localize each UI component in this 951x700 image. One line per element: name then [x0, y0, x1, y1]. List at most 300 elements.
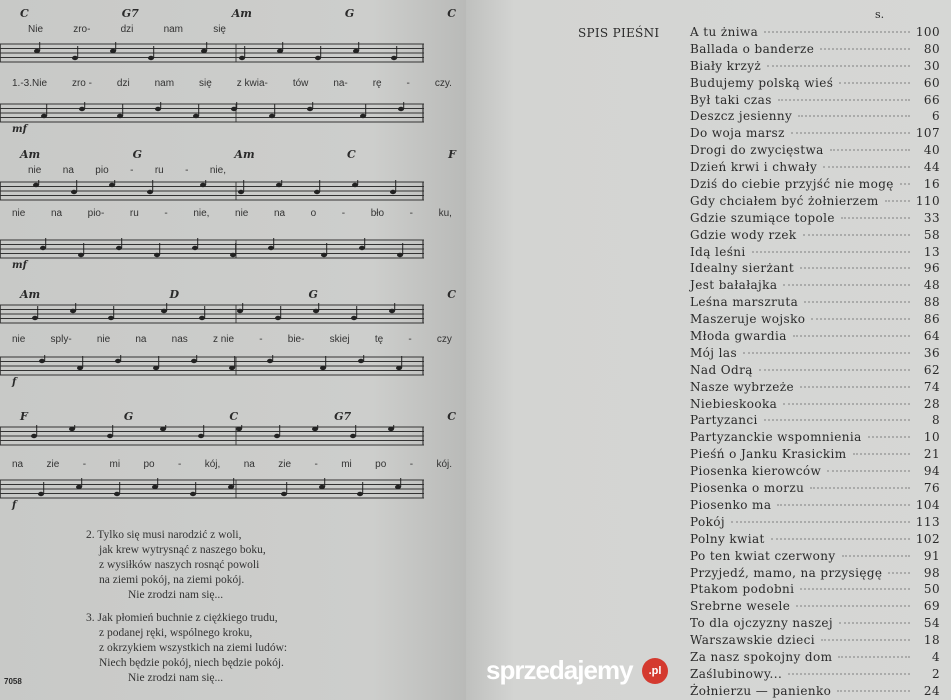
note-head — [391, 56, 397, 60]
song-title: Partyzanci — [690, 413, 758, 428]
index-entry — [690, 397, 940, 413]
chord-symbol: Am — [231, 7, 252, 20]
index-entry — [690, 380, 940, 396]
lyric-syllable: na — [243, 459, 255, 470]
index-entry — [690, 498, 940, 514]
dot-leader — [853, 453, 910, 455]
dot-leader — [827, 470, 910, 472]
lyric-syllable: z nie — [212, 334, 235, 345]
lyric-line — [12, 208, 452, 220]
note-head — [198, 434, 204, 438]
lyric-syllable: się — [213, 24, 226, 35]
index-entry — [690, 278, 940, 294]
verse-line: 3. Jak płomień buchnie z ciężkiego trudu, — [86, 612, 278, 624]
dot-leader — [888, 572, 910, 574]
lyric-syllable: nie — [96, 334, 111, 345]
note-head — [69, 427, 75, 431]
lyric-syllable: - — [341, 208, 346, 219]
note-head — [314, 190, 320, 194]
note-head — [34, 49, 40, 53]
lyric-syllable: - — [408, 334, 412, 345]
page-number: 18 — [923, 633, 940, 648]
lyric-syllable: ru — [129, 208, 139, 219]
song-title: Warszawskie dzieci — [690, 633, 815, 648]
note-head — [191, 359, 197, 363]
page-number: 8 — [931, 413, 940, 428]
verse-line: z okrzykiem wszystkich na ziemi ludów: — [99, 642, 288, 654]
index-entry — [690, 515, 940, 531]
chord-symbol: C — [447, 288, 456, 301]
lyric-syllable: ku, — [438, 208, 452, 219]
note-head — [395, 485, 401, 489]
note-head — [199, 316, 205, 320]
dot-leader — [771, 538, 910, 540]
index-entry — [690, 650, 940, 666]
index-entry — [690, 481, 940, 497]
page-number: 64 — [923, 329, 940, 344]
note-head — [160, 427, 166, 431]
song-title: Leśna marszruta — [690, 295, 799, 310]
lyric-syllable: bło — [370, 208, 385, 219]
lyric-syllable: - — [259, 334, 263, 345]
song-title: Ballada o banderze — [690, 41, 815, 56]
note-head — [267, 359, 273, 363]
lyric-syllable: czy — [436, 334, 452, 345]
page-number: 4 — [931, 649, 940, 664]
lyric-syllable: skiej — [329, 334, 350, 345]
refrain-line: Nie zrodzi nam się... — [128, 672, 224, 684]
note-head — [148, 56, 154, 60]
note-head — [397, 253, 403, 257]
note-head — [33, 183, 39, 187]
chord-symbol: C — [229, 410, 239, 423]
dot-leader — [731, 521, 910, 523]
index-entry — [690, 194, 940, 210]
dot-leader — [821, 639, 910, 641]
upper-lyric-line — [28, 24, 226, 36]
lyric-syllable: nam — [154, 78, 175, 89]
note-head — [192, 246, 198, 250]
song-title: A tu żniwa — [690, 25, 759, 39]
chord-symbol: G — [123, 410, 134, 423]
note-head — [230, 253, 236, 257]
dot-leader — [838, 656, 910, 658]
index-entry — [690, 228, 940, 244]
note-head — [239, 56, 245, 60]
note-head — [352, 183, 358, 187]
note-head — [360, 114, 366, 118]
note-head — [190, 492, 196, 496]
page-number: 66 — [923, 92, 940, 107]
dot-leader — [803, 234, 910, 236]
index-entry — [690, 126, 940, 142]
chord-symbol: D — [169, 288, 180, 301]
page-number: 88 — [923, 295, 940, 310]
dot-leader — [791, 132, 910, 134]
index-entry — [690, 59, 940, 75]
song-title: Deszcz jesienny — [690, 109, 793, 124]
chord-symbol: C — [447, 7, 456, 20]
note-head — [315, 56, 321, 60]
page-number: 40 — [923, 143, 940, 158]
note-head — [396, 366, 402, 370]
page-number: 2 — [931, 666, 940, 681]
page-number: 102 — [915, 531, 940, 546]
note-head — [281, 492, 287, 496]
lyric-syllable: - — [185, 165, 189, 176]
note-head — [238, 190, 244, 194]
lyric-syllable: - — [164, 208, 168, 219]
dot-leader — [793, 335, 910, 337]
lyric-line — [12, 334, 452, 346]
index-entry — [690, 464, 940, 480]
dot-leader — [788, 673, 910, 675]
lyric-line — [12, 78, 452, 90]
dot-leader — [800, 588, 910, 590]
index-entry — [690, 549, 940, 565]
song-title: Biały krzyż — [690, 58, 762, 73]
verse-gap — [86, 603, 287, 611]
note-head — [153, 366, 159, 370]
note-head — [313, 309, 319, 313]
lyric-syllable: - — [314, 459, 318, 470]
page-number: 86 — [923, 312, 940, 327]
note-head — [276, 183, 282, 187]
lyric-syllable: na — [62, 165, 74, 176]
song-title: Pokój — [690, 514, 726, 529]
dot-leader — [777, 504, 910, 506]
note-head — [275, 316, 281, 320]
note-head — [79, 107, 85, 111]
dynamic-marking: f — [12, 377, 17, 388]
lyric-syllable: zro - — [71, 78, 92, 89]
note-head — [31, 434, 37, 438]
note-head — [201, 49, 207, 53]
song-title: Piosenka o morzu — [690, 481, 805, 496]
chord-row — [20, 410, 456, 423]
note-head — [359, 246, 365, 250]
verse-line: z wysiłków naszych rosnąć powoli — [99, 559, 260, 571]
note-head — [117, 114, 123, 118]
note-head — [268, 246, 274, 250]
page-number: 54 — [923, 616, 940, 631]
note-head — [77, 366, 83, 370]
page-number: 21 — [923, 447, 940, 462]
note-head — [107, 434, 113, 438]
chord-symbol: C — [347, 148, 356, 161]
page-number: 110 — [915, 193, 940, 208]
staff — [0, 303, 424, 327]
staff — [0, 42, 424, 66]
song-title: Gdy chciałem być żołnierzem — [690, 193, 879, 208]
dynamic-marking: mf — [12, 124, 27, 135]
lyric-syllable: - — [130, 165, 134, 176]
index-entry — [690, 143, 940, 159]
dot-leader — [767, 65, 910, 67]
song-title: Srebrne wesele — [690, 599, 791, 614]
note-head — [114, 492, 120, 496]
watermark-logo: sprzedajemy — [486, 655, 633, 685]
song-title: Nad Odrą — [690, 362, 753, 377]
lyric-syllable: nas — [171, 334, 188, 345]
lyric-syllable: - — [406, 78, 410, 89]
lyric-syllable: - — [409, 208, 413, 219]
dot-leader — [841, 217, 910, 219]
page-number: 24 — [923, 683, 940, 698]
index-entry — [690, 566, 940, 582]
page-number: 44 — [923, 160, 940, 175]
index-entry — [690, 211, 940, 227]
note-head — [319, 485, 325, 489]
index-entry — [690, 93, 940, 109]
chord-symbol: G7 — [334, 410, 352, 423]
page-number: 30 — [923, 58, 940, 73]
note-head — [321, 253, 327, 257]
note-head — [231, 107, 237, 111]
song-title: Idą leśni — [690, 244, 746, 259]
page-number: 16 — [923, 177, 940, 192]
dynamic-marking: mf — [12, 260, 27, 271]
lyric-syllable: pio- — [87, 208, 105, 219]
lyric-syllable: zie — [46, 459, 60, 470]
lyric-syllable: kój, — [204, 459, 221, 470]
song-title: Piosenka kierowców — [690, 464, 822, 479]
chord-symbol: Am — [20, 148, 41, 161]
song-title: Przyjedź, mamo, na przysięgę — [690, 565, 883, 580]
page-number: 91 — [923, 548, 940, 563]
staff — [0, 180, 424, 204]
lyric-syllable: ru — [154, 165, 164, 176]
page-number: 6 — [931, 109, 940, 124]
refrain-line: Nie zrodzi nam się... — [128, 589, 224, 601]
song-title: Piosenko ma — [690, 497, 772, 512]
note-head — [108, 316, 114, 320]
chord-symbol: G7 — [121, 7, 139, 20]
song-title: Był taki czas — [690, 92, 772, 107]
song-title: Młoda gwardia — [690, 329, 787, 344]
lyric-syllable: na — [273, 208, 286, 219]
note-head — [76, 485, 82, 489]
dot-leader — [830, 149, 910, 151]
lyric-syllable: Nie — [28, 24, 44, 35]
lyric-syllable: dzi — [120, 24, 134, 35]
song-title: Partyzanckie wspomnienia — [690, 430, 862, 445]
dynamic-marking: f — [12, 500, 17, 511]
dot-leader — [783, 403, 910, 405]
chord-symbol: C — [20, 7, 29, 20]
index-title: SPIS PIEŚNI — [578, 26, 660, 40]
verse-line: 2. Tylko się musi narodzić z woli, — [86, 529, 242, 541]
lyric-syllable: zro- — [73, 24, 91, 35]
note-head — [154, 253, 160, 257]
page-number: 74 — [923, 379, 940, 394]
index-entry — [690, 684, 940, 700]
song-title: Pieśń o Janku Krasickim — [690, 447, 847, 462]
song-title: Za nasz spokojny dom — [690, 649, 833, 664]
index-entry — [690, 667, 940, 683]
index-entry — [690, 160, 940, 176]
note-head — [41, 114, 47, 118]
dot-leader — [811, 318, 910, 320]
lyric-syllable: rę — [372, 78, 382, 89]
lyric-syllable: sply- — [50, 334, 72, 345]
dot-leader — [800, 386, 910, 388]
song-title: Gdzie szumiące topole — [690, 210, 835, 225]
song-title: Zaślubinowy... — [690, 666, 783, 681]
staff — [0, 425, 424, 449]
note-head — [200, 183, 206, 187]
verse-line: jak krew wytrysnąć z naszego boku, — [99, 544, 266, 556]
note-head — [72, 56, 78, 60]
index-entry — [690, 42, 940, 58]
note-head — [39, 359, 45, 363]
note-head — [398, 107, 404, 111]
verses — [86, 528, 287, 686]
index-entry — [690, 261, 940, 277]
catalog-number: 7058 — [4, 677, 22, 686]
dot-leader — [798, 115, 910, 117]
staff — [0, 478, 424, 502]
song-title: Niebieskooka — [690, 396, 778, 411]
verse-line: z podanej ręki, wspólnego kroku, — [99, 627, 253, 639]
lyric-syllable: na — [50, 208, 63, 219]
verse-line: na ziemi pokój, na ziemi pokój. — [99, 574, 245, 586]
page-number: 69 — [923, 599, 940, 614]
page-number: 60 — [923, 75, 940, 90]
lyric-syllable: - — [177, 459, 182, 470]
index-entry — [690, 413, 940, 429]
dot-leader — [783, 284, 910, 286]
lyric-syllable: nie — [28, 165, 42, 176]
page-number: 80 — [923, 41, 940, 56]
note-head — [388, 427, 394, 431]
lyric-syllable: tę — [374, 334, 384, 345]
lyric-syllable: nam — [163, 24, 184, 35]
lyric-syllable: pio — [95, 165, 109, 176]
chord-row — [20, 7, 456, 20]
page-number: 94 — [923, 464, 940, 479]
chord-symbol: G — [132, 148, 142, 161]
staff — [0, 355, 424, 379]
lyric-syllable: 1.-3.Nie — [12, 78, 48, 89]
song-title: Po ten kwiat czerwony — [690, 548, 836, 563]
lyric-syllable: nie, — [209, 165, 226, 176]
index-entry — [690, 329, 940, 345]
note-head — [307, 107, 313, 111]
lyric-syllable: na- — [333, 78, 348, 89]
page-number: 62 — [923, 362, 940, 377]
page-number: 28 — [923, 396, 940, 411]
note-head — [390, 190, 396, 194]
lyric-syllable: nie, — [193, 208, 210, 219]
dot-leader — [839, 82, 910, 84]
note-head — [274, 434, 280, 438]
note-head — [320, 366, 326, 370]
song-title: Ptakom podobni — [690, 582, 795, 597]
chord-row — [20, 288, 456, 301]
page-number: 36 — [923, 345, 940, 360]
note-head — [312, 427, 318, 431]
song-title: Nasze wybrzeże — [690, 379, 794, 394]
index-entry — [690, 109, 940, 125]
song-title: Dziś do ciebie przyjść nie mogę — [690, 177, 894, 192]
song-title: Polny kwiat — [690, 531, 765, 546]
song-title: Drogi do zwycięstwa — [690, 143, 824, 158]
upper-lyric-line — [28, 165, 226, 177]
note-head — [351, 316, 357, 320]
index-entry — [690, 363, 940, 379]
note-head — [269, 114, 275, 118]
page-number: 13 — [923, 244, 940, 259]
note-head — [109, 183, 115, 187]
note-head — [357, 492, 363, 496]
lyric-syllable: - — [82, 459, 87, 470]
chord-symbol: G — [308, 288, 318, 301]
page-number: 76 — [923, 481, 940, 496]
note-head — [358, 359, 364, 363]
dot-leader — [868, 436, 910, 438]
lyric-syllable: - — [409, 459, 414, 470]
dot-leader — [759, 369, 910, 371]
dot-leader — [752, 251, 910, 253]
note-head — [237, 309, 243, 313]
staff — [0, 102, 424, 126]
index-entry — [690, 295, 940, 311]
lyric-syllable: bie- — [287, 334, 305, 345]
page-number: 33 — [923, 210, 940, 225]
lyric-syllable: o — [310, 208, 317, 219]
page-number: 48 — [923, 278, 940, 293]
note-head — [40, 246, 46, 250]
page-number: 50 — [923, 582, 940, 597]
song-title: Żołnierzu — panienko — [690, 683, 832, 698]
note-head — [353, 49, 359, 53]
lyric-syllable: dzi — [116, 78, 130, 89]
index-entry — [690, 616, 940, 632]
lyric-syllable: nie — [12, 208, 26, 219]
note-head — [389, 309, 395, 313]
page-number: 10 — [923, 430, 940, 445]
dot-leader — [796, 605, 910, 607]
dot-leader — [820, 48, 910, 50]
chord-symbol: C — [447, 410, 456, 423]
page-number: 100 — [915, 25, 940, 39]
song-title: Gdzie wody rzek — [690, 227, 797, 242]
page-number: 104 — [915, 497, 940, 512]
dot-leader — [885, 200, 910, 202]
left-page-sheet-music — [0, 0, 466, 700]
note-head — [70, 309, 76, 313]
verse-line: Niech będzie pokój, niech będzie pokój. — [99, 657, 284, 669]
dot-leader — [823, 166, 910, 168]
lyric-syllable: na — [135, 334, 147, 345]
note-head — [193, 114, 199, 118]
dot-leader — [837, 690, 910, 692]
lyric-syllable: nie — [235, 208, 249, 219]
index-entry — [690, 177, 940, 193]
song-index-list — [690, 25, 940, 700]
song-title: Mój las — [690, 345, 737, 360]
note-head — [147, 190, 153, 194]
lyric-syllable: zie — [278, 459, 292, 470]
song-title: Dzień krwi i chwały — [690, 160, 818, 175]
note-head — [116, 246, 122, 250]
chord-symbol: F — [20, 410, 28, 423]
song-title: Budujemy polską wieś — [690, 75, 834, 90]
lyric-syllable: na — [12, 459, 24, 470]
note-head — [32, 316, 38, 320]
lyric-syllable: tów — [292, 78, 309, 89]
